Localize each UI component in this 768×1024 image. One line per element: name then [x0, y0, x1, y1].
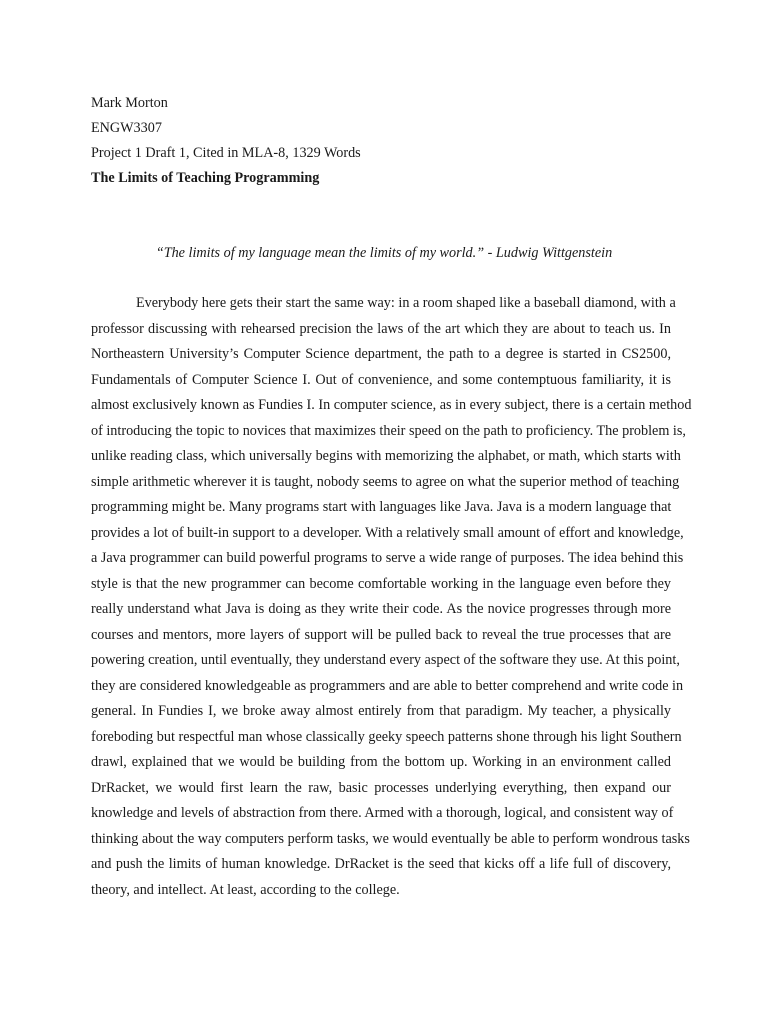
- assignment-info: Project 1 Draft 1, Cited in MLA-8, 1329 Words: [91, 145, 361, 161]
- essay-title: The Limits of Teaching Programming: [91, 170, 320, 186]
- paragraph-line: Fundamentals of Computer Science I. Out of convenience, and some contemptuous familiarity, it is: [91, 371, 671, 388]
- paragraph-line: Everybody here gets their start the same way: in a room shaped like a baseball diamond, with a: [136, 295, 676, 311]
- paragraph-line: almost exclusively known as Fundies I. In computer science, as in every subject, there is a certain method: [91, 397, 692, 413]
- author-name: Mark Morton: [91, 95, 168, 111]
- paragraph-line: knowledge and levels of abstraction from there. Armed with a thorough, logical, and consistent way of: [91, 805, 674, 821]
- paragraph-line: style is that the new programmer can become comfortable working in the language even before they: [91, 575, 671, 592]
- paragraph-line: really understand what Java is doing as they write their code. As the novice progresses through more: [91, 601, 671, 617]
- paragraph-line: Northeastern University’s Computer Science department, the path to a degree is started in CS2500,: [91, 346, 671, 362]
- paragraph-line: unlike reading class, which universally begins with memorizing the alphabet, or math, which starts with: [91, 448, 681, 464]
- body-paragraph: [91, 294, 692, 906]
- paragraph-line: of introducing the topic to novices that maximizes their speed on the path to proficiency. The problem is,: [91, 422, 686, 439]
- course-code: ENGW3307: [91, 120, 162, 136]
- paragraph-line: simple arithmetic wherever it is taught, nobody seems to agree on what the superior method of teaching: [91, 473, 680, 490]
- paragraph-line: a Java programmer can build powerful programs to serve a wide range of purposes. The idea behind this: [91, 550, 684, 566]
- paragraph-line: foreboding but respectful man whose classically geeky speech patterns shone through his light Southern: [91, 728, 682, 745]
- paragraph-line: drawl, explained that we would be building from the bottom up. Working in an environment called: [91, 754, 671, 770]
- paragraph-line: thinking about the way computers perform tasks, we would eventually be able to perform wondrous tasks: [91, 830, 690, 847]
- paragraph-line: DrRacket, we would first learn the raw, basic processes underlying everything, then expand our: [91, 779, 671, 796]
- paragraph-line: theory, and intellect. At least, according to the college.: [91, 881, 400, 898]
- paragraph-line: general. In Fundies I, we broke away almost entirely from that paradigm. My teacher, a physically: [91, 703, 671, 719]
- paragraph-line: programming might be. Many programs start with languages like Java. Java is a modern language that: [91, 499, 672, 515]
- epigraph-quote: “The limits of my language mean the limits of my world.” - Ludwig Wittgenstein: [155, 245, 613, 261]
- paragraph-line: and push the limits of human knowledge. DrRacket is the seed that kicks off a life full of discovery,: [91, 856, 671, 872]
- paragraph-line: powering creation, until eventually, they understand every aspect of the software they use. At this point,: [91, 652, 680, 668]
- paragraph-line: provides a lot of built-in support to a developer. With a relatively small amount of effort and knowledge,: [91, 524, 684, 541]
- paragraph-line: they are considered knowledgeable as programmers and are able to better comprehend and write code in: [91, 677, 684, 694]
- paragraph-line: professor discussing with rehearsed precision the laws of the art which they are about to teach us. In: [91, 320, 671, 337]
- paragraph-line: courses and mentors, more layers of support will be pulled back to reveal the true processes that are: [91, 626, 671, 643]
